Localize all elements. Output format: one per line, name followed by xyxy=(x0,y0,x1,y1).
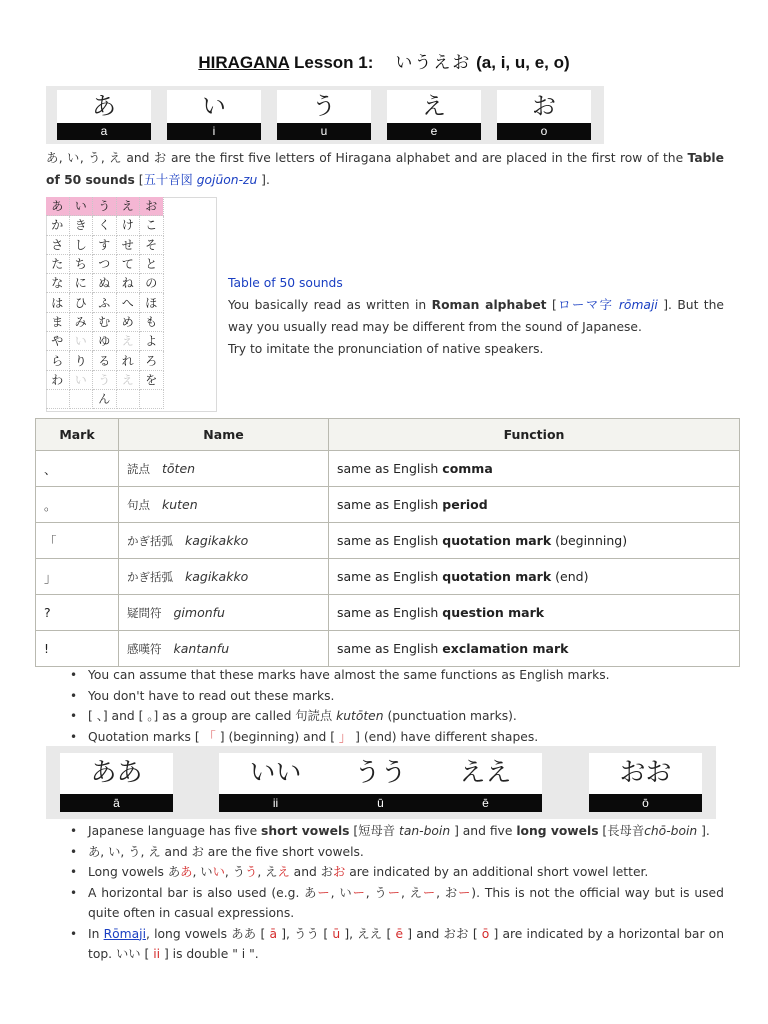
kana-cell: り xyxy=(69,351,93,370)
list-item: • You don't have to read out these marks. xyxy=(68,686,748,707)
long-vowel-card: うう ū xyxy=(324,753,437,812)
long-vowel-card: ええ ē xyxy=(429,753,542,812)
kana-cell: く xyxy=(93,216,117,235)
table-row xyxy=(46,332,163,351)
table-row xyxy=(46,197,163,216)
table-row xyxy=(46,389,163,408)
kana-cell: つ xyxy=(93,254,117,273)
kana-cell: ち xyxy=(69,254,93,273)
name-cell: かぎ括弧 kagikakko xyxy=(119,559,329,595)
punctuation-notes xyxy=(68,665,748,747)
name-cell: 疑問符 gimonfu xyxy=(119,595,329,631)
kana-cell: め xyxy=(116,312,140,331)
kana-cell: さ xyxy=(46,235,69,254)
kana-cell: す xyxy=(93,235,117,254)
kana-cell xyxy=(116,389,140,408)
kana-cell: か xyxy=(46,216,69,235)
mark-cell: 、 xyxy=(36,451,119,487)
long-vowel-card: おお ō xyxy=(589,753,702,812)
long-vowel-card: いい ii xyxy=(219,753,332,812)
kana-cell: ひ xyxy=(69,293,93,312)
kana-cell xyxy=(69,389,93,408)
kana-cell: い xyxy=(69,370,93,389)
table-row xyxy=(46,274,163,293)
kana-cell xyxy=(46,389,69,408)
mark-cell: ? xyxy=(36,595,119,631)
list-item: • You can assume that these marks have almost the same functions as English marks. xyxy=(68,665,748,686)
punctuation-marks-table xyxy=(35,418,740,667)
kana-cell: そ xyxy=(140,235,164,254)
kana-cell: も xyxy=(140,312,164,331)
kana-cell: あ xyxy=(46,197,69,216)
kana-cell: の xyxy=(140,274,164,293)
mark-cell: 。 xyxy=(36,487,119,523)
function-cell: same as English question mark xyxy=(329,595,740,631)
kana-cell: え xyxy=(116,370,140,389)
column-header: Name xyxy=(119,419,329,451)
vowel-card: お o xyxy=(497,90,591,140)
mark-cell: ! xyxy=(36,631,119,667)
table-row xyxy=(36,631,740,667)
name-cell: 感嘆符 kantanfu xyxy=(119,631,329,667)
kana-cell: る xyxy=(93,351,117,370)
kana-cell: せ xyxy=(116,235,140,254)
kana-cell: ふ xyxy=(93,293,117,312)
kana-cell: ぬ xyxy=(93,274,117,293)
list-item: • In Rōmaji, long vowels ああ [ ā ], うう [ ū ], ええ [ ē ] and おお [ ō ] are indicated by a horizontal bar on top. いい [ ii ] is double " i ". xyxy=(68,924,724,965)
mark-cell: 」 xyxy=(36,559,119,595)
kana-cell: き xyxy=(69,216,93,235)
gojuon-table xyxy=(46,197,164,409)
column-header: Mark xyxy=(36,419,119,451)
table-row xyxy=(46,254,163,273)
vowel-card: え e xyxy=(387,90,481,140)
gojuon-description: Table of 50 sounds You basically read as written in Roman alphabet [ローマ字 rōmaji ]. But the way you usually read may be different from the sound of Japanese. Try to imitate the pronunciation of native speakers. xyxy=(228,272,724,360)
vowel-notes xyxy=(68,821,724,965)
list-item: • Long vowels ああ, いい, うう, ええ and おお are indicated by an additional short vowel letter. xyxy=(68,862,724,883)
kana-cell: え xyxy=(116,332,140,351)
romaji-link[interactable]: Rōmaji xyxy=(103,926,147,941)
function-cell: same as English period xyxy=(329,487,740,523)
intro-paragraph: あ, い, う, え and お are the first five letters of Hiragana alphabet and are placed in the first row of the Table of 50 sounds [五十音図 gojūon-zu ]. xyxy=(46,151,724,187)
kana-cell: ろ xyxy=(140,351,164,370)
kana-cell: し xyxy=(69,235,93,254)
kana-cell: ん xyxy=(93,389,117,408)
vowel-card: う u xyxy=(277,90,371,140)
kana-cell: は xyxy=(46,293,69,312)
vowel-card: い i xyxy=(167,90,261,140)
list-item: • Quotation marks [ 「 ] (beginning) and [ 」 ] (end) have different shapes. xyxy=(68,727,748,748)
vowel-card: あ a xyxy=(57,90,151,140)
kana-cell: な xyxy=(46,274,69,293)
function-cell: same as English exclamation mark xyxy=(329,631,740,667)
kana-cell: わ xyxy=(46,370,69,389)
kana-cell: い xyxy=(69,332,93,351)
kana-cell: れ xyxy=(116,351,140,370)
table-row xyxy=(46,351,163,370)
kana-cell: ら xyxy=(46,351,69,370)
kana-cell: て xyxy=(116,254,140,273)
list-item: • [ 、] and [ 。] as a group are called 句読点 kutōten (punctuation marks). xyxy=(68,706,748,727)
kana-cell: ほ xyxy=(140,293,164,312)
kana-cell: ね xyxy=(116,274,140,293)
long-vowel-card-row xyxy=(46,746,716,819)
mark-cell: 「 xyxy=(36,523,119,559)
page-title: HIRAGANA Lesson 1: いうえお (a, i, u, e, o) xyxy=(198,53,570,73)
column-header: Function xyxy=(329,419,740,451)
kana-cell: た xyxy=(46,254,69,273)
table-row xyxy=(36,559,740,595)
list-item: • あ, い, う, え and お are the five short vowels. xyxy=(68,842,724,863)
kana-cell: け xyxy=(116,216,140,235)
kana-cell: う xyxy=(93,370,117,389)
kana-cell: よ xyxy=(140,332,164,351)
table-row xyxy=(36,595,740,631)
table-row xyxy=(36,451,740,487)
name-cell: 句点 kuten xyxy=(119,487,329,523)
kana-cell: こ xyxy=(140,216,164,235)
kana-cell: に xyxy=(69,274,93,293)
vowel-card-row xyxy=(46,86,604,144)
kana-cell: う xyxy=(93,197,117,216)
kana-cell: ま xyxy=(46,312,69,331)
kana-cell: み xyxy=(69,312,93,331)
kana-cell xyxy=(140,389,164,408)
function-cell: same as English quotation mark (end) xyxy=(329,559,740,595)
list-item: • A horizontal bar is also used (e.g. あー, いー, うー, えー, おー). This is not the official way but is used quite often in casual expressions. xyxy=(68,883,724,924)
list-item: • Japanese language has five short vowels [短母音 tan-boin ] and five long vowels [長母音chō-boin ]. xyxy=(68,821,724,842)
long-vowel-card: ああ ā xyxy=(60,753,173,812)
table-row xyxy=(46,235,163,254)
function-cell: same as English comma xyxy=(329,451,740,487)
kana-cell: む xyxy=(93,312,117,331)
name-cell: 読点 tōten xyxy=(119,451,329,487)
table-row xyxy=(46,216,163,235)
table-row xyxy=(36,523,740,559)
table-row xyxy=(46,293,163,312)
table-header-row xyxy=(36,419,740,451)
kana-cell: え xyxy=(116,197,140,216)
name-cell: かぎ括弧 kagikakko xyxy=(119,523,329,559)
kana-cell: お xyxy=(140,197,164,216)
table-row xyxy=(46,312,163,331)
kana-cell: ゆ xyxy=(93,332,117,351)
table-row xyxy=(46,370,163,389)
kana-cell: や xyxy=(46,332,69,351)
kana-cell: と xyxy=(140,254,164,273)
kana-cell: い xyxy=(69,197,93,216)
kana-cell: へ xyxy=(116,293,140,312)
function-cell: same as English quotation mark (beginning) xyxy=(329,523,740,559)
table-row xyxy=(36,487,740,523)
gojuon-caption: Table of 50 sounds xyxy=(228,276,343,290)
kana-cell: を xyxy=(140,370,164,389)
